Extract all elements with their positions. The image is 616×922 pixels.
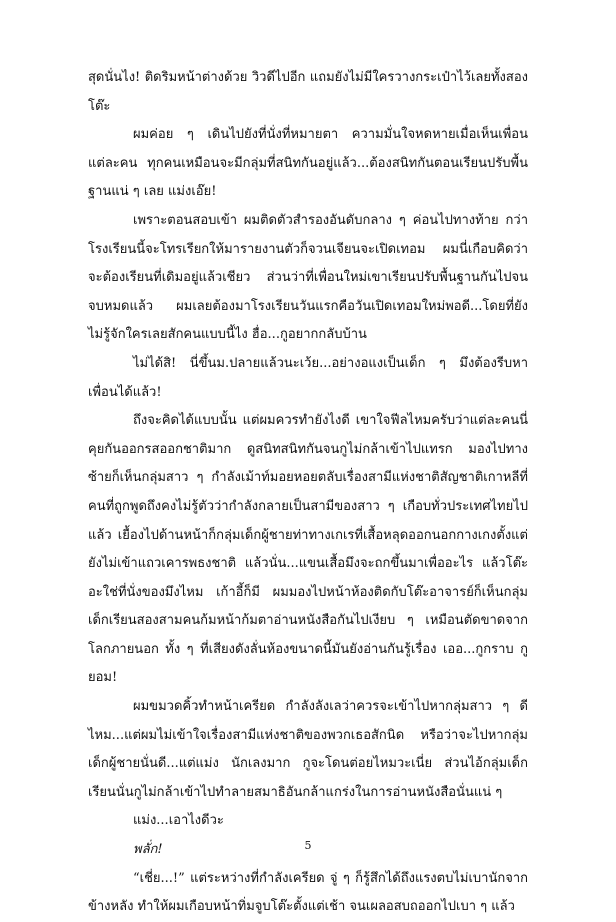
paragraph-8-sound-effect: พลั่ก! <box>133 842 163 858</box>
paragraph-3: เพราะตอนสอบเข้า ผมติดตัวสำรองอันดับกลาง ๆ ค่อนไปทางท้าย กว่าโรงเรียนนี้จะโทรเรียกให้มารายงานตัวก็จวนเจียนจะเปิดเทอม ผมนี่เกือบคิดว่าจะต้องเรียนที่เดิมอยู่แล้วเชียว ส่วนว่าที่เพื่อนใหม่เขาเรียนปรับพื้นฐานกันไปจนจบหมดแล้ว ผมเลยต้องมาโรงเรียนวันแรกคือวันเปิดเทอมใหม่พอดี...โดยที่ยังไม่รู้จักใครเลยสักคนแบบนี้ไง ฮื่อ...กูอยากกลับบ้าน <box>88 212 528 343</box>
paragraph-6: ผมขมวดคิ้วทำหน้าเครียด กำลังลังเลว่าควรจะเข้าไปหากลุ่มสาว ๆ ดีไหม...แต่ผมไม่เข้าใจเรื่องสามีแห่งชาติของพวกเธอสักนิด หรือว่าจะไปหากลุ่มเด็กผู้ชายนั่นดี...แต่แม่ง นักเลงมาก กูจะโดนต่อยไหมวะเนี่ย ส่วนไอ้กลุ่มเด็กเรียนนั่นกูไม่กล้าเข้าไปทำลายสมาธิอันกล้าแกร่งในการอ่านหนังสือนั่นแน่ ๆ <box>88 699 528 800</box>
paragraph-4: ไม่ได้สิ! นี่ขึ้นม.ปลายแล้วนะเว้ย...อย่างอแงเป็นเด็ก ๆ มึงต้องรีบหาเพื่อนได้แล้ว! <box>88 355 528 400</box>
page-number: 5 <box>304 839 312 852</box>
page-body <box>88 64 528 922</box>
paragraph-5: ถึงจะคิดได้แบบนั้น แต่ผมควรทำยังไงดี เขาใจฟีลไหมครับว่าแต่ละคนนี่คุยกันออกรสออกชาติมาก ดูสนิทสนิทกันจนกูไม่กล้าเข้าไปแทรก มองไปทางซ้ายก็เห็นกลุ่มสาว ๆ กำลังเม้าท์มอยหอยตลับเรื่องสามีแห่งชาติสัญชาติเกาหลีที่คนที่ถูกพูดถึงคงไม่รู้ตัวว่ากำลังกลายเป็นสามีของสาว ๆ เกือบทั่วประเทศไทยไปแล้ว เยื้องไปด้านหน้าก็กลุ่มเด็กผู้ชายท่าทางเกเรที่เสื้อหลุดออกนอกกางเกงตั้งแต่ยังไม่เข้าแถวเคารพธงชาติ แล้วนั่น...แขนเสื้อมึงจะถกขึ้นมาเพื่ออะไร แล้วโต๊ะอะใช่ที่นั่งของมึงไหม เก้าอี้ก็มี ผมมองไปหน้าห้องติดกับโต๊ะอาจารย์ก็เห็นกลุ่มเด็กเรียนสองสามคนก้มหน้าก้มตาอ่านหนังสือกันไปเงียบ ๆ เหมือนตัดขาดจากโลกภายนอก ทั้ง ๆ ที่เสียงดังลั่นห้องขนาดนี้มันยังอ่านกันรู้เรื่อง เออ...กูกราบ กูยอม! <box>88 413 528 686</box>
paragraph-2: ผมค่อย ๆ เดินไปยังที่นั่งที่หมายตา ความมั่นใจหดหายเมื่อเห็นเพื่อนแต่ละคน ทุกคนเหมือนจะมีกลุ่มที่สนิทกันอยู่แล้ว...ต้องสนิทกันตอนเรียนปรับพื้นฐานแน่ ๆ เลย แม่งเอ๊ย! <box>88 127 528 200</box>
paragraph-1: สุดนั่นไง! ติดริมหน้าต่างด้วย วิวดีไปอีก แถมยังไม่มีใครวางกระเป๋าไว้เลยทั้งสองโต๊ะ <box>88 70 528 114</box>
paragraph-7: แม่ง...เอาไงดีวะ <box>133 813 224 829</box>
paragraph-9: “เชี่ย...!” แต่ระหว่างที่กำลังเครียด จู่ ๆ ก็รู้สึกได้ถึงแรงตบไม่เบานักจากข้างหลัง ทำให้ผมเกือบหน้าทิ่มจูบโต๊ะตั้งแต่เช้า จนเผลอสบถออกไปเบา ๆ แล้ว <box>88 870 528 915</box>
